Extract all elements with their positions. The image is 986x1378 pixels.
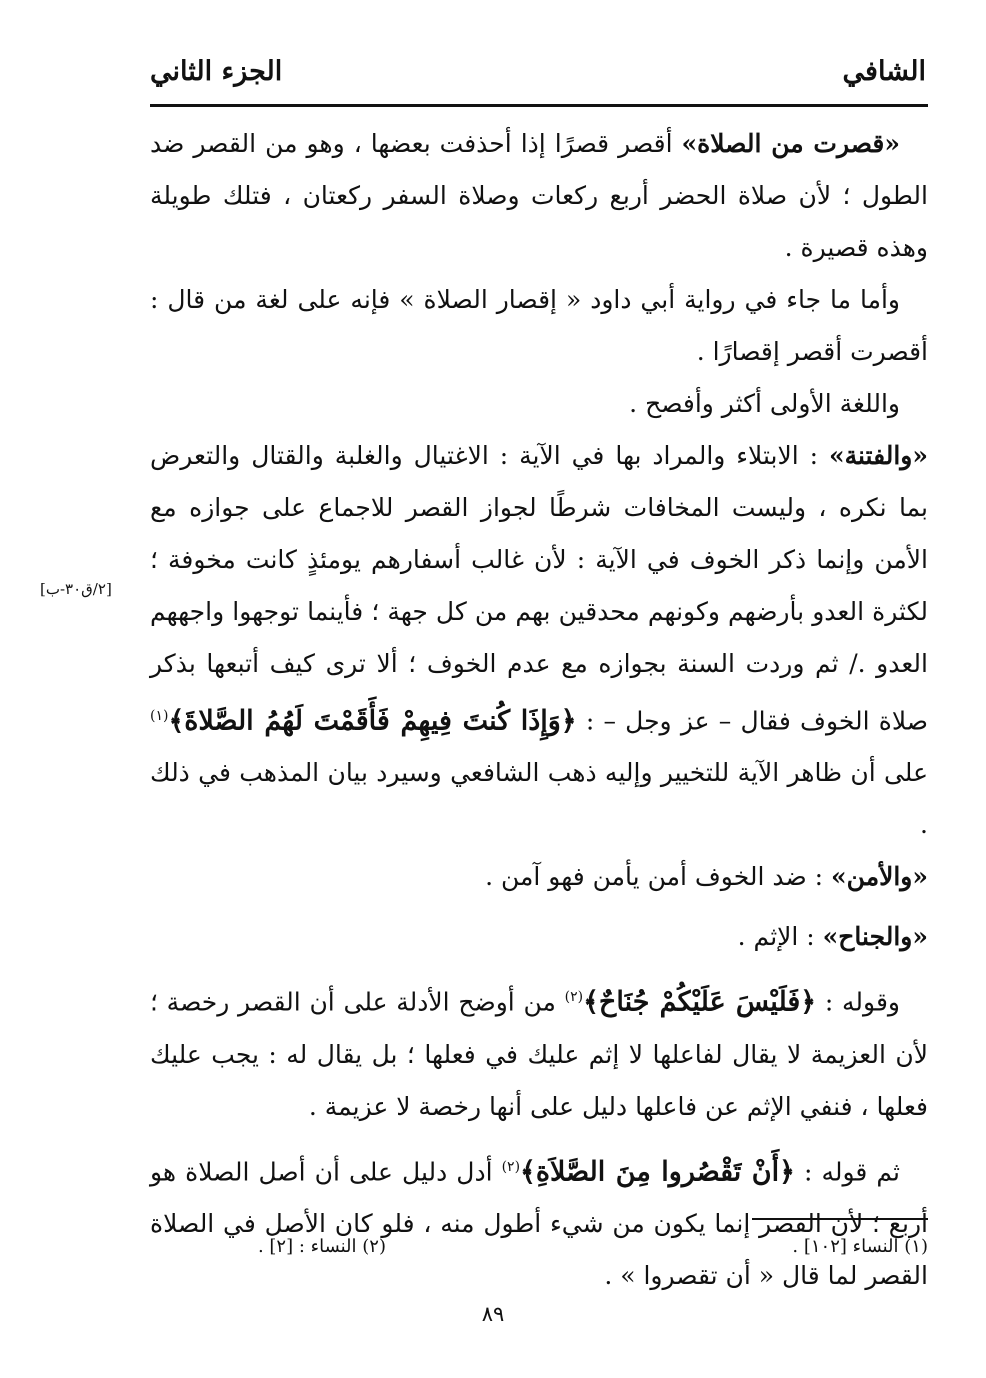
paragraph-4: [150, 430, 928, 851]
quran-verse-2: ﴿فَلَيْسَ عَلَيْكُمْ جُنَاحٌ﴾: [583, 986, 817, 1018]
paragraph-5: [150, 851, 928, 903]
page-number: ٨٩: [481, 1302, 505, 1326]
paragraph-8: [150, 1141, 928, 1302]
paragraph-4-text-b: على أن ظاهر الآية للتخيير وإليه ذهب الشافعي وسيرد بيان المذهب في ذلك .: [150, 758, 928, 840]
paragraph-4-text-a: : الابتلاء والمراد بها في الآية : الاغتيال والغلبة والقتال والتعرض بما نكره ، وليست المخافات شرطًا لجواز القصر للاجماع على جوازه مع الأمن وإنما ذكر الخوف في الآية : لأن غالب أسفارهم يومئذٍ كانت مخوفة ؛ لكثرة العدو بأرضهم وكونهم محدقين بهم من كل جهة ؛ فأينما توجهوا واجههم العدو ./ ثم وردت السنة بجوازه مع عدم الخوف ؛ ألا ترى كيف أتبعها بذكر صلاة الخوف فقال – عز وجل – :: [150, 441, 928, 736]
paragraph-3: واللغة الأولى أكثر وأفصح .: [629, 389, 900, 418]
paragraph-1-text: أقصر قصرًا إذا أحذفت بعضها ، وهو من القصر ضد الطول ؛ لأن صلاة الحضر أربع ركعات وصلاة السفر ركعتان ، فتلك طويلة وهذه قصيرة .: [150, 129, 928, 262]
paragraph-2: وأما ما جاء في رواية أبي داود « إقصار الصلاة » فإنه على لغة من قال : أقصرت أقصر إقصارًا .: [150, 285, 928, 366]
paragraph-8-text: أدل دليل على أن أصل الصلاة هو أربع ؛ لأن القصر إنما يكون من شيء أطول منه ، فلو كان الأصل في الصلاة القصر لما قال « أن تقصروا » .: [150, 1156, 928, 1290]
header-rule: [150, 104, 928, 107]
term-amn: «والأمن»: [831, 862, 928, 892]
paragraph-6-text: : الإثم .: [737, 922, 823, 952]
paragraph-7-text: من أوضح الأدلة على أن القصر رخصة ؛ لأن العزيمة لا يقال لفاعلها لا إثم عليك في فعلها ؛ بل يقال له : يجب عليك فعلها ، فنفي الإثم عن فاعلها دليل على أنها رخصة لا عزيمة .: [150, 987, 928, 1121]
paragraph-1: [150, 118, 928, 274]
footnote-ref-3: (٢): [501, 1158, 521, 1175]
paragraph-7-lead: وقوله :: [816, 987, 900, 1017]
term-fitna: «والفتنة»: [828, 441, 928, 470]
quran-verse-3: ﴿أَنْ تَقْصُروا مِنَ الصَّلاَةِ﴾: [520, 1155, 795, 1187]
term-qasrat: «قصرت من الصلاة»: [681, 129, 900, 158]
body-text: [150, 118, 928, 1302]
paragraph-5-text: : ضد الخوف أمن يأمن فهو آمن .: [485, 862, 832, 892]
term-junah: «والجناح»: [822, 922, 928, 952]
footnote-1: (١) النساء [١٠٢] .: [792, 1236, 928, 1257]
volume-title: الجزء الثاني: [150, 56, 283, 87]
footnote-2: (٢) النساء : [٢] .: [257, 1236, 386, 1257]
footnote-ref-2: (٢): [564, 989, 584, 1006]
paragraph-6: [150, 911, 928, 963]
footnote-rule: [752, 1218, 928, 1220]
quran-verse-1: ﴿وَإِذَا كُنتَ فِيهِمْ فَأَقَمْتَ لَهُمُ الصَّلاةَ﴾: [168, 705, 577, 737]
footnote-ref-1: (١): [150, 708, 169, 724]
manuscript-margin-note: [٢/ق٣٠-ب]: [40, 580, 112, 598]
paragraph-7: [150, 971, 928, 1132]
paragraph-8-lead: ثم قوله :: [794, 1156, 900, 1186]
book-title: الشافي: [842, 56, 926, 87]
